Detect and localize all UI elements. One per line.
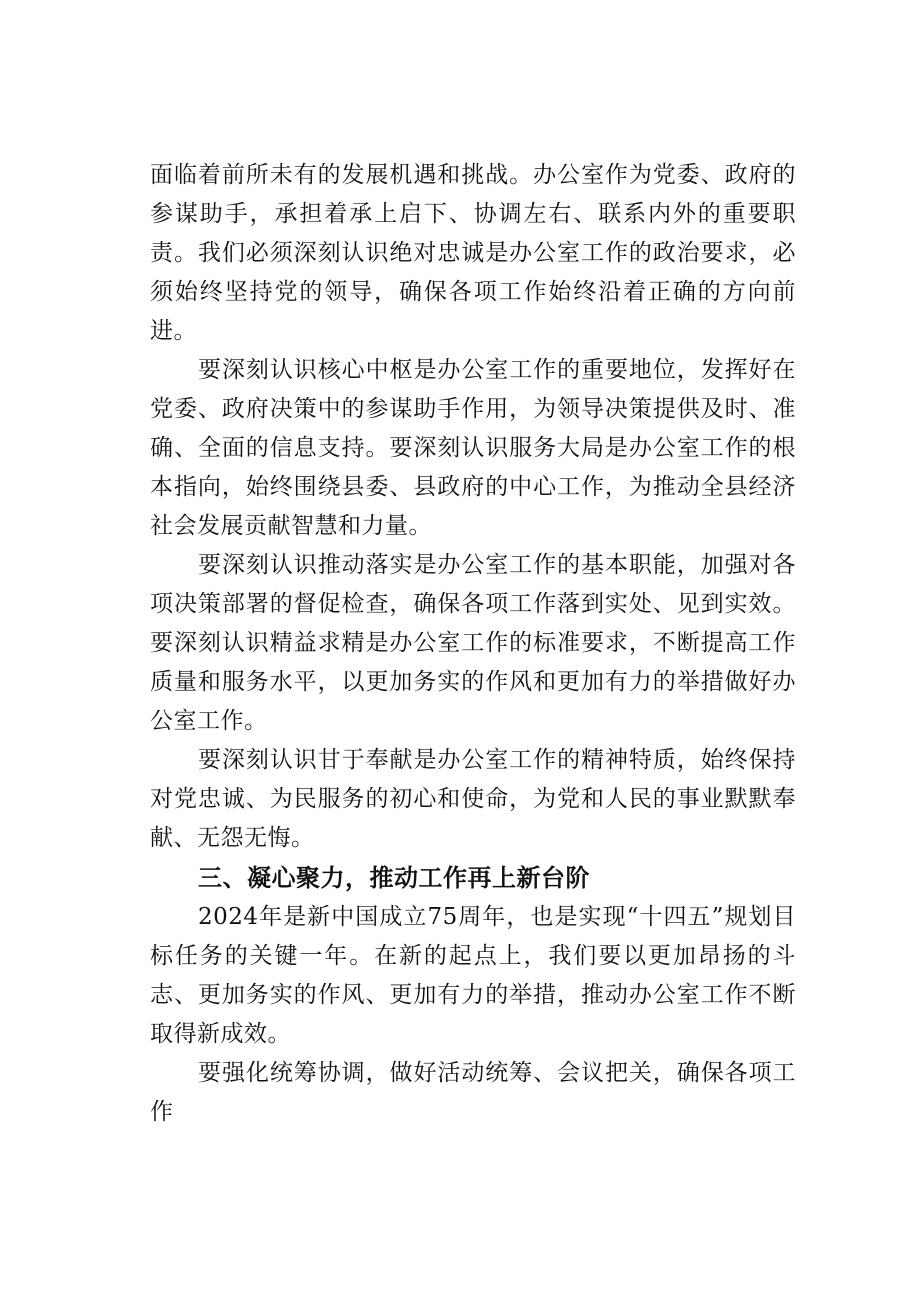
paragraph-implementation: 要深刻认识推动落实是办公室工作的基本职能，加强对各项决策部署的督促检查，确保各项工作落到实处、见到实效。要深刻认识精益求精是办公室工作的标准要求，不断提高工作质量和服务水平，以更加务实的作风和更加有力的举措做好办公室工作。 (150, 552, 796, 734)
section-heading: 三、凝心聚力，推动工作再上新台阶 (198, 864, 590, 892)
paragraph-dedication: 要深刻认识甘于奉献是办公室工作的精神特质，始终保持对党忠诚、为民服务的初心和使命，为党和人民的事业默默奉献、无怨无悔。 (150, 747, 796, 851)
document-body (150, 156, 796, 1132)
paragraph-2024: 2024年是新中国成立75周年，也是实现“十四五”规划目标任务的关键一年。在新的起点上，我们要以更加昂扬的斗志、更加务实的作风、更加有力的举措，推动办公室工作不断取得新成效。 (150, 904, 796, 1047)
paragraph-core-hub: 要深刻认识核心中枢是办公室工作的重要地位，发挥好在党委、政府决策中的参谋助手作用，为领导决策提供及时、准确、全面的信息支持。要深刻认识服务大局是办公室工作的根本指向，始终围绕县委、县政府的中心工作，为推动全县经济社会发展贡献智慧和力量。 (150, 357, 796, 539)
paragraph-coordination: 要强化统筹协调，做好活动统筹、会议把关，确保各项工作 (150, 1060, 796, 1125)
paragraph-continuation: 面临着前所未有的发展机遇和挑战。办公室作为党委、政府的参谋助手，承担着承上启下、协调左右、联系内外的重要职责。我们必须深刻认识绝对忠诚是办公室工作的政治要求，必须始终坚持党的领导，确保各项工作始终沿着正确的方向前进。 (150, 162, 796, 344)
